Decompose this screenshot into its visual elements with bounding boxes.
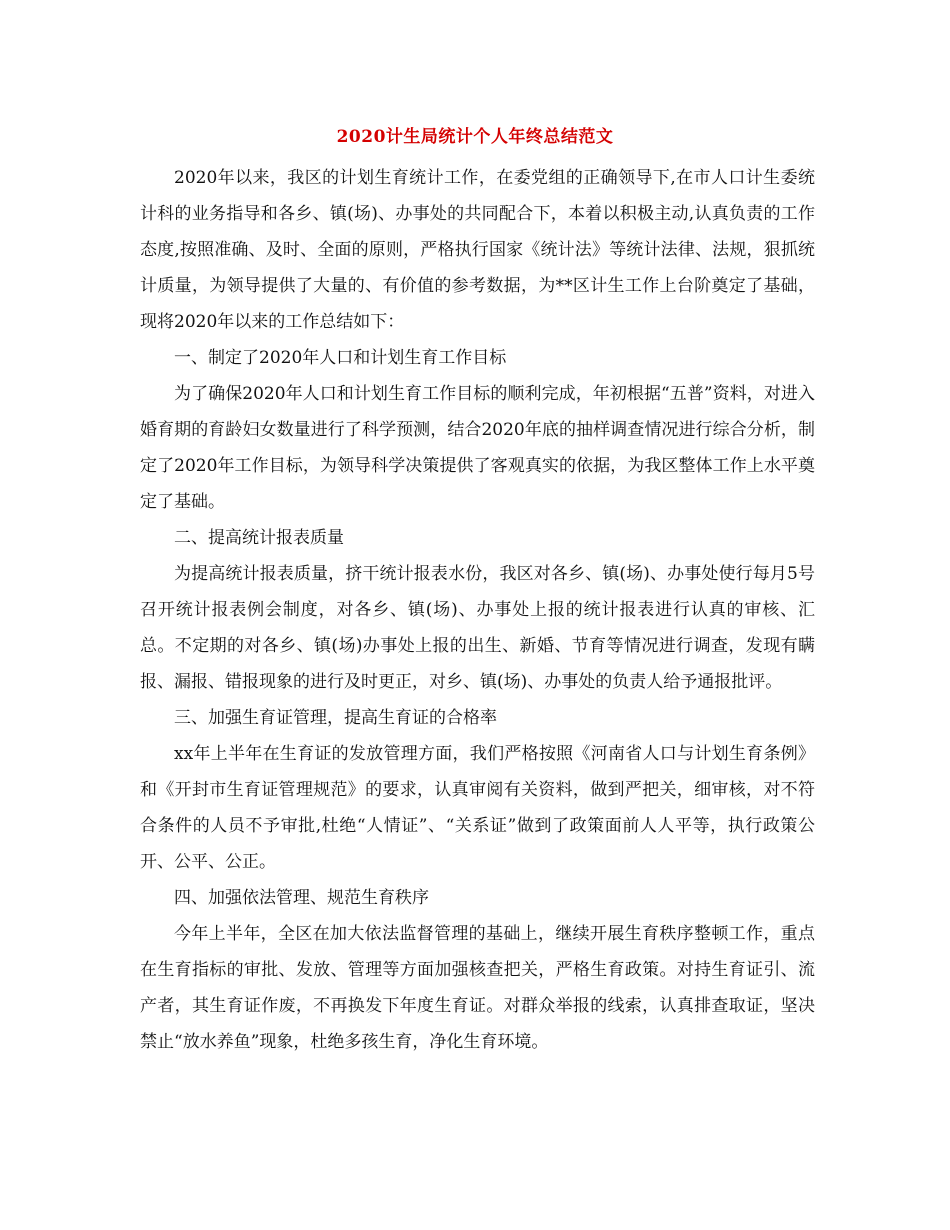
section-heading-3: 三、加强生育证管理，提高生育证的合格率 <box>174 708 497 728</box>
paragraph-section-4: 今年上半年，全区在加大依法监督管理的基础上，继续开展生育秩序整顿工作，重点在生育指标的审批、发放、管理等方面加强核查把关，严格生育政策。对持生育证引、流产者，其生育证作废，不再换发下年度生育证。对群众举报的线索，认真排查取证，坚决禁止“放水养鱼”现象，杜绝多孩生育，净化生育环境。 <box>140 924 815 1052</box>
document-title: 2020计生局统计个人年终总结范文 <box>336 127 614 147</box>
document-body <box>140 160 815 1060</box>
paragraph-section-3: xx年上半年在生育证的发放管理方面，我们严格按照《河南省人口与计划生育条例》和《开封市生育证管理规范》的要求，认真审阅有关资料，做到严把关，细审核，对不符合条件的人员不予审批,杜绝“人情证”、“关系证”做到了政策面前人人平等，执行政策公开、公平、公正。 <box>140 744 815 872</box>
section-heading-4: 四、加强依法管理、规范生育秩序 <box>174 888 429 908</box>
section-heading-2: 二、提高统计报表质量 <box>174 528 344 548</box>
paragraph-intro: 2020年以来，我区的计划生育统计工作，在委党组的正确领导下,在市人口计生委统计科的业务指导和各乡、镇(场)、办事处的共同配合下，本着以积极主动,认真负责的工作态度,按照准确、及时、全面的原则，严格执行国家《统计法》等统计法律、法规，狠抓统计质量，为领导提供了大量的、有价值的参考数据，为**区计生工作上台阶奠定了基础，现将2020年以来的工作总结如下： <box>140 168 815 332</box>
section-heading-1: 一、制定了2020年人口和计划生育工作目标 <box>174 348 507 368</box>
paragraph-section-1: 为了确保2020年人口和计划生育工作目标的顺利完成，年初根据“五普”资料，对进入婚育期的育龄妇女数量进行了科学预测，结合2020年底的抽样调查情况进行综合分析，制定了2020年工作目标，为领导科学决策提供了客观真实的依据，为我区整体工作上水平奠定了基础。 <box>140 384 815 512</box>
paragraph-section-2: 为提高统计报表质量，挤干统计报表水份，我区对各乡、镇(场)、办事处使行每月5号召开统计报表例会制度，对各乡、镇(场)、办事处上报的统计报表进行认真的审核、汇总。不定期的对各乡、镇(场)办事处上报的出生、新婚、节育等情况进行调查，发现有瞒报、漏报、错报现象的进行及时更正，对乡、镇(场)、办事处的负责人给予通报批评。 <box>140 564 815 692</box>
